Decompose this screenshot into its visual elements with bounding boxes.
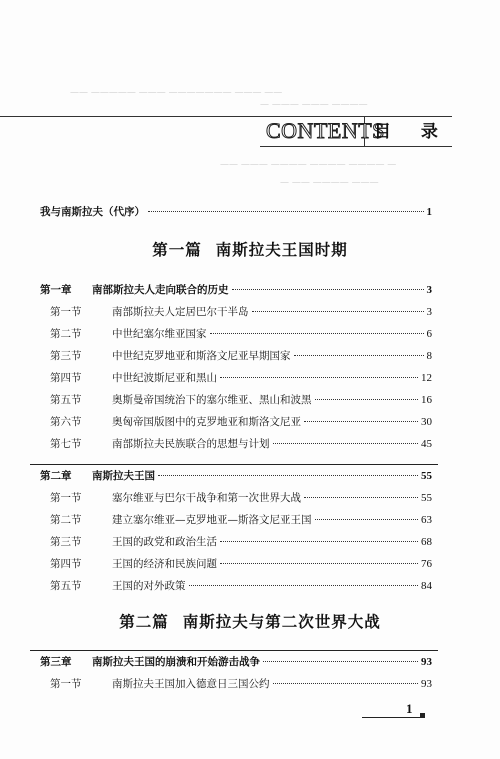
header-rule-bottom	[260, 146, 452, 147]
section-title: 南部斯拉夫人定居巴尔干半岛	[112, 306, 249, 318]
section-label: 第二节	[50, 514, 82, 526]
toc-section[interactable]	[50, 534, 432, 550]
leader-dots	[304, 497, 418, 498]
section-label: 第三节	[50, 350, 82, 362]
footer-rule	[362, 717, 420, 718]
part-title: 南斯拉夫王国时期	[215, 241, 348, 259]
toc-chapter[interactable]	[40, 282, 432, 298]
section-page: 45	[421, 438, 432, 450]
part-title: 南斯拉夫与第二次世界大战	[182, 613, 381, 631]
section-title: 塞尔维亚与巴尔干战争和第一次世界大战	[112, 492, 301, 504]
section-title: 南斯拉夫王国加入德意日三国公约	[112, 678, 270, 690]
section-page: 76	[421, 558, 432, 570]
chapter-divider	[30, 650, 438, 651]
section-title: 中世纪克罗地亚和斯洛文尼亚早期国家	[112, 350, 291, 362]
toc-section[interactable]	[50, 326, 432, 342]
toc-section[interactable]	[50, 436, 432, 452]
section-page: 84	[421, 580, 432, 592]
toc-section[interactable]	[50, 578, 432, 594]
section-label: 第四节	[50, 558, 82, 570]
leader-dots	[315, 519, 419, 520]
chapter-label: 第一章	[40, 284, 72, 296]
contents-heading-en: CONTENTS	[266, 118, 385, 143]
part-1-heading	[0, 238, 500, 260]
section-title: 中世纪塞尔维亚国家	[112, 328, 207, 340]
toc-section[interactable]	[50, 348, 432, 364]
toc-section[interactable]	[50, 556, 432, 572]
toc-section[interactable]	[50, 512, 432, 528]
part-2-heading	[0, 610, 500, 632]
section-page: 55	[421, 492, 432, 504]
section-label: 第一节	[50, 678, 82, 690]
chapter-label: 第三章	[40, 656, 72, 668]
section-label: 第七节	[50, 438, 82, 450]
section-label: 第二节	[50, 328, 82, 340]
contents-heading-zh: 目 录	[374, 122, 450, 142]
section-label: 第一节	[50, 492, 82, 504]
part-label: 第一篇	[152, 241, 202, 259]
leader-dots	[148, 211, 424, 212]
section-page: 16	[421, 394, 432, 406]
leader-dots	[189, 585, 419, 586]
leader-dots	[315, 399, 419, 400]
chapter-page: 55	[421, 470, 432, 482]
section-page: 12	[421, 372, 432, 384]
leader-dots	[232, 289, 424, 290]
toc-section[interactable]	[50, 490, 432, 506]
leader-dots	[252, 311, 424, 312]
section-label: 第四节	[50, 372, 82, 384]
section-page: 3	[426, 306, 432, 318]
chapter-title: 南斯拉夫王国	[92, 470, 155, 482]
section-title: 王国的经济和民族问题	[112, 558, 217, 570]
chapter-title: 南斯拉夫王国的崩溃和开始游击战争	[92, 656, 260, 668]
leader-dots	[220, 377, 418, 378]
section-page: 93	[421, 678, 432, 690]
footer-square-mark	[420, 713, 425, 718]
chapter-label: 第二章	[40, 470, 72, 482]
section-page: 63	[421, 514, 432, 526]
chapter-divider	[30, 464, 438, 465]
leader-dots	[220, 563, 418, 564]
section-title: 王国的对外政策	[112, 580, 186, 592]
leader-dots	[263, 661, 418, 662]
part-label: 第二篇	[119, 613, 169, 631]
section-title: 王国的政党和政治生活	[112, 536, 217, 548]
leader-dots	[273, 443, 419, 444]
section-page: 68	[421, 536, 432, 548]
book-page: —— ————— ——— ——————— ——— —— — ——— ——— ———— —— ——— ———— ———— ———— — — —— ———— ——— CONTENTS 目 录 我与南斯拉夫（代序） 1 第一篇 南斯拉夫王国时期 第一章 南部斯拉夫人走向联合的历史 3 第一节 南部斯拉夫人定居巴尔干半岛 3 第二节 中世纪塞尔维亚国家 6 第三节 中世纪克罗地亚和斯洛文尼亚早期国家 8 第四节 中世纪波斯尼亚和黑山 12 第五节 奥斯曼帝国统治下的塞尔维亚、黑山和波黑 16 第六节 奥匈帝国版图中的克罗地亚和斯洛文尼亚 30 第七节 南部斯拉夫民族联合的思想与计划 45 第二章 南斯拉夫王国 55 第一节 塞尔维亚与巴尔干战争和第一次世界大战 55 第二节 建立塞尔维亚—克罗地亚—斯洛文尼亚王国 63 第三节 王国的政党和政治生活 68 第四节 王国的经济和民族问题 76 第五节 王国的对外政策 84 第二篇 南斯拉夫与第二次世界大战 第三章 南斯拉夫王国的崩溃和开始游击战争 93 第一节 南斯拉夫王国加入德意日三国公约 93 1	[0, 0, 500, 759]
toc-chapter[interactable]	[40, 468, 432, 484]
preface-page: 1	[426, 206, 432, 218]
section-page: 8	[426, 350, 432, 362]
leader-dots	[294, 355, 424, 356]
section-label: 第一节	[50, 306, 82, 318]
toc-section[interactable]	[50, 676, 432, 692]
leader-dots	[158, 475, 418, 476]
section-title: 奥斯曼帝国统治下的塞尔维亚、黑山和波黑	[112, 394, 312, 406]
chapter-title: 南部斯拉夫人走向联合的历史	[92, 284, 229, 296]
toc-section[interactable]	[50, 414, 432, 430]
chapter-page: 3	[426, 284, 432, 296]
section-label: 第五节	[50, 580, 82, 592]
preface-title: 我与南斯拉夫（代序）	[40, 206, 145, 218]
section-page: 30	[421, 416, 432, 428]
section-title: 奥匈帝国版图中的克罗地亚和斯洛文尼亚	[112, 416, 301, 428]
toc-chapter[interactable]	[40, 654, 432, 670]
section-title: 建立塞尔维亚—克罗地亚—斯洛文尼亚王国	[112, 514, 312, 526]
section-page: 6	[426, 328, 432, 340]
toc-preface[interactable]	[40, 204, 432, 220]
leader-dots	[220, 541, 418, 542]
section-title: 南部斯拉夫民族联合的思想与计划	[112, 438, 270, 450]
page-number: 1	[406, 701, 413, 716]
toc-section[interactable]	[50, 304, 432, 320]
toc-section[interactable]	[50, 392, 432, 408]
section-title: 中世纪波斯尼亚和黑山	[112, 372, 217, 384]
leader-dots	[210, 333, 424, 334]
chapter-page: 93	[421, 656, 432, 668]
section-label: 第三节	[50, 536, 82, 548]
section-label: 第六节	[50, 416, 82, 428]
toc-section[interactable]	[50, 370, 432, 386]
leader-dots	[273, 683, 419, 684]
section-label: 第五节	[50, 394, 82, 406]
leader-dots	[304, 421, 418, 422]
